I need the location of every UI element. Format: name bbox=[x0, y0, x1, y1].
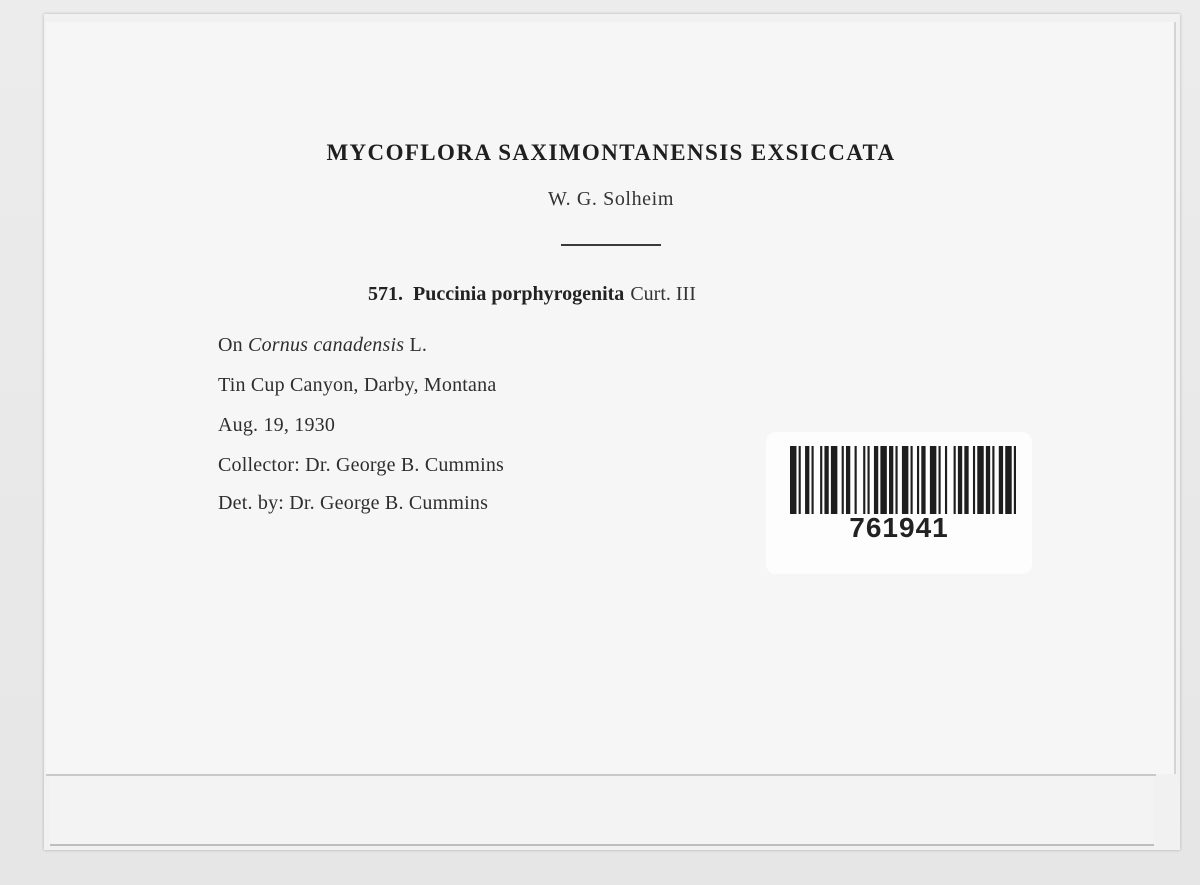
specimen-authority: Curt. III bbox=[630, 283, 696, 305]
specimen-name: Puccinia porphyrogenita bbox=[413, 283, 625, 305]
host-line bbox=[218, 334, 427, 357]
collection-date: Aug. 19, 1930 bbox=[218, 414, 336, 436]
barcode-number: 761941 bbox=[849, 512, 949, 543]
divider-rule bbox=[561, 244, 661, 246]
editor-name: W. G. Solheim bbox=[548, 188, 674, 210]
specimen-line bbox=[368, 283, 696, 306]
packet-front-flap bbox=[46, 22, 1176, 774]
packet-lower-flap bbox=[50, 776, 1154, 846]
collector: Collector: Dr. George B. Cummins bbox=[218, 454, 505, 476]
host-authority: L. bbox=[409, 334, 428, 356]
determiner: Det. by: Dr. George B. Cummins bbox=[218, 492, 489, 514]
specimen-number: 571. bbox=[368, 283, 403, 305]
series-title: MYCOFLORA SAXIMONTANENSIS EXSICCATA bbox=[326, 140, 896, 165]
locality: Tin Cup Canyon, Darby, Montana bbox=[218, 374, 497, 396]
host-prefix: On bbox=[218, 334, 243, 356]
host-name: Cornus canadensis bbox=[248, 334, 405, 356]
barcode bbox=[790, 446, 1016, 514]
